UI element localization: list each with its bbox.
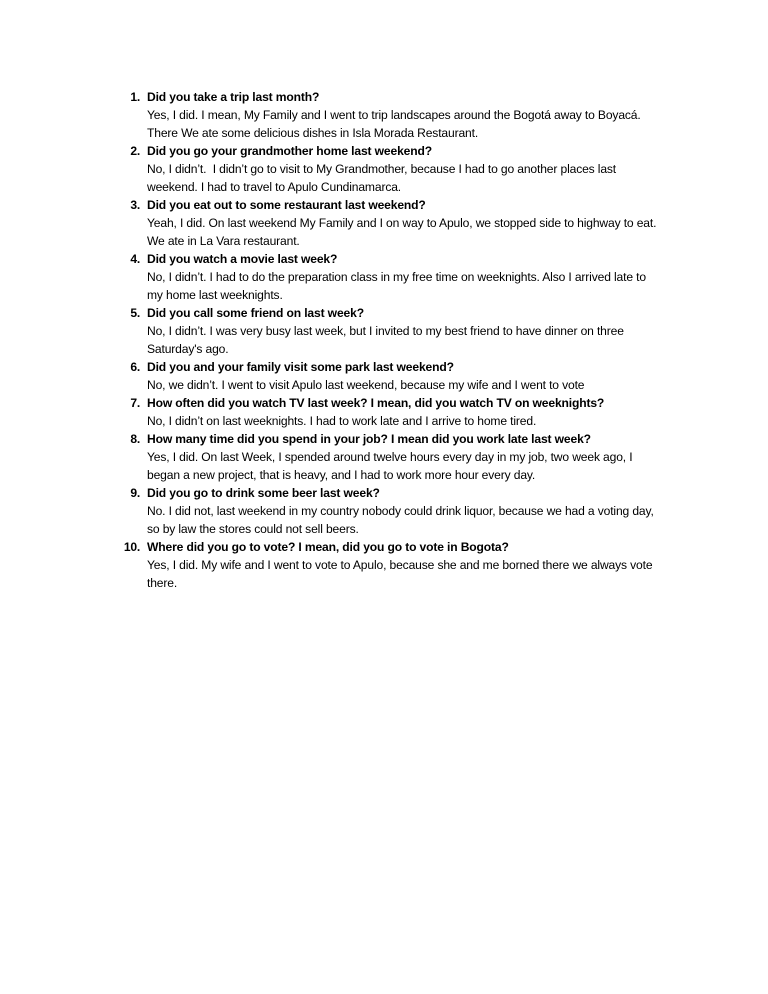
list-item [118, 394, 660, 430]
list-item-number: 10. [123, 540, 140, 554]
list-item-number: 5. [130, 306, 140, 320]
question-text: Did you and your family visit some park last weekend? [147, 360, 454, 374]
answer-text: No, we didn’t. I went to visit Apulo last weekend, because my wife and I went to vote [147, 378, 585, 392]
question-text: Did you go your grandmother home last weekend? [147, 144, 432, 158]
answer-text: No, I didn’t. I had to do the preparation class in my free time on weeknights. Also I arrived late to my home last weeknights. [147, 270, 650, 302]
question-text: How often did you watch TV last week? I mean, did you watch TV on weeknights? [147, 396, 605, 410]
question-text: Did you take a trip last month? [147, 90, 320, 104]
list-item [118, 88, 660, 142]
list-item [118, 250, 660, 304]
list-item [118, 538, 660, 592]
list-item-number: 7. [130, 396, 140, 410]
question-text: Did you call some friend on last week? [147, 306, 364, 320]
answer-text: Yes, I did. I mean, My Family and I went to trip landscapes around the Bogotá away to Boyacá. There We ate some delicious dishes in Isla Morada Restaurant. [147, 108, 644, 140]
answer-text: No. I did not, last weekend in my country nobody could drink liquor, because we had a voting day, so by law the stores could not sell beers. [147, 504, 657, 536]
list-item [118, 196, 660, 250]
list-item-number: 4. [130, 252, 140, 266]
question-text: Did you watch a movie last week? [147, 252, 338, 266]
list-item [118, 484, 660, 538]
list-item-number: 8. [130, 432, 140, 446]
answer-text: Yes, I did. My wife and I went to vote to Apulo, because she and me borned there we always vote there. [147, 558, 656, 590]
answer-text: Yes, I did. On last Week, I spended around twelve hours every day in my job, two week ago, I began a new project, that is heavy, and I had to work more hour every day. [147, 450, 636, 482]
list-item-number: 2. [130, 144, 140, 158]
question-answer-list [118, 88, 660, 592]
question-text: How many time did you spend in your job? I mean did you work late last week? [147, 432, 591, 446]
question-text: Did you eat out to some restaurant last weekend? [147, 198, 426, 212]
answer-text: No, I didn’t. I was very busy last week, but I invited to my best friend to have dinner on three Saturday's ago. [147, 324, 627, 356]
list-item [118, 142, 660, 196]
answer-text: No, I didn’t on last weeknights. I had to work late and I arrive to home tired. [147, 414, 537, 428]
list-item-number: 6. [130, 360, 140, 374]
list-item-number: 1. [130, 90, 140, 104]
question-text: Where did you go to vote? I mean, did you go to vote in Bogota? [147, 540, 509, 554]
answer-text: No, I didn’t. I didn’t go to visit to My Grandmother, because I had to go another places last weekend. I had to travel to Apulo Cundinamarca. [147, 162, 620, 194]
list-item [118, 304, 660, 358]
list-item-number: 9. [130, 486, 140, 500]
answer-text: Yeah, I did. On last weekend My Family and I on way to Apulo, we stopped side to highway to eat. We ate in La Vara restaurant. [147, 216, 660, 248]
list-item-number: 3. [130, 198, 140, 212]
list-item [118, 430, 660, 484]
question-text: Did you go to drink some beer last week? [147, 486, 380, 500]
list-item [118, 358, 660, 394]
